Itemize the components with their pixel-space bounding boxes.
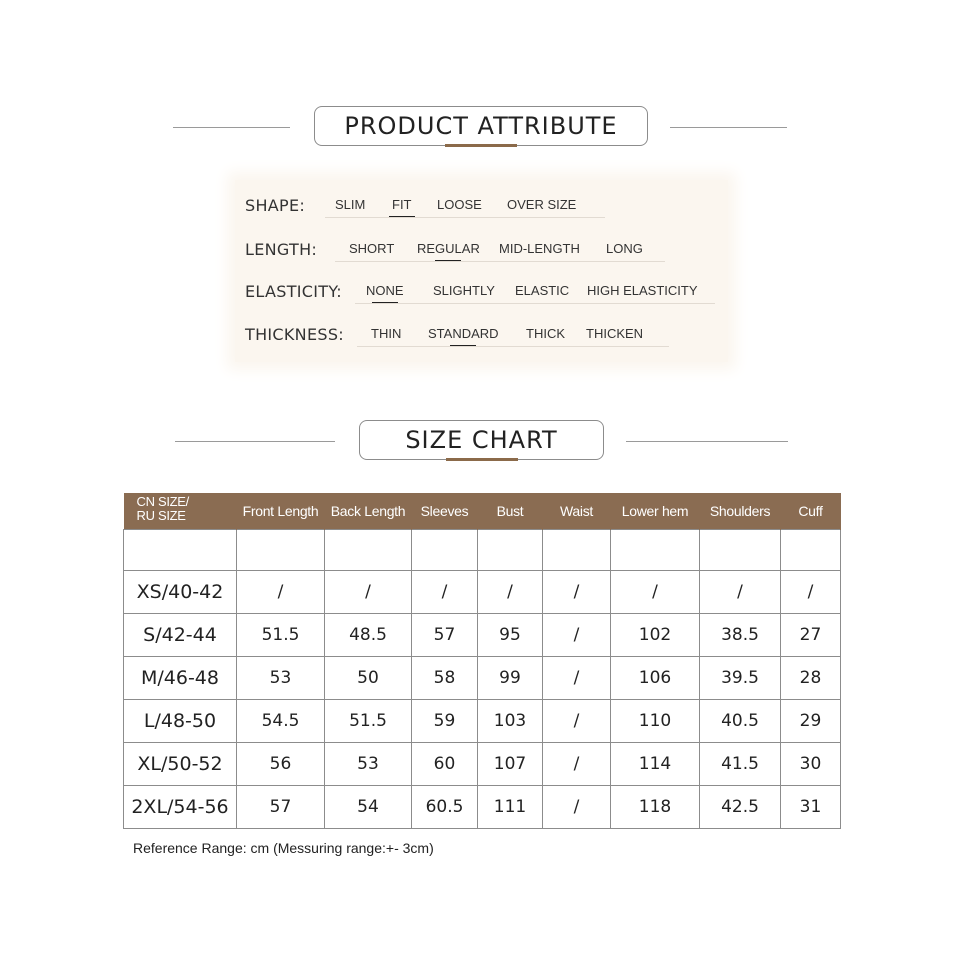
table-cell: 39.5 bbox=[700, 657, 781, 700]
table-cell: 40.5 bbox=[700, 700, 781, 743]
table-cell bbox=[325, 530, 412, 571]
attr-option-selected: REGULAR bbox=[417, 241, 480, 256]
attr-rule bbox=[325, 217, 605, 218]
table-cell: 53 bbox=[237, 657, 325, 700]
attr-row-length bbox=[245, 238, 715, 268]
table-cell: 50 bbox=[325, 657, 412, 700]
table-row bbox=[124, 786, 841, 829]
size-cell: M/46-48 bbox=[124, 657, 237, 700]
table-row bbox=[124, 571, 841, 614]
header-rule-left bbox=[173, 127, 290, 128]
table-cell: 57 bbox=[237, 786, 325, 829]
table-cell: 114 bbox=[611, 743, 700, 786]
table-cell bbox=[611, 530, 700, 571]
size-header-line1: CN SIZE/ bbox=[136, 494, 189, 509]
size-chart-table bbox=[123, 493, 841, 829]
attr-option: SLIGHTLY bbox=[433, 283, 495, 298]
column-header: Shoulders bbox=[700, 493, 781, 530]
table-cell: 51.5 bbox=[325, 700, 412, 743]
table-cell: 27 bbox=[781, 614, 841, 657]
table-row bbox=[124, 743, 841, 786]
attr-rule bbox=[357, 346, 669, 347]
size-cell: S/42-44 bbox=[124, 614, 237, 657]
attr-option: LONG bbox=[606, 241, 643, 256]
column-header: Waist bbox=[543, 493, 611, 530]
table-cell: 54.5 bbox=[237, 700, 325, 743]
table-cell: 60.5 bbox=[412, 786, 478, 829]
size-cell: XL/50-52 bbox=[124, 743, 237, 786]
table-cell bbox=[543, 530, 611, 571]
table-cell: 102 bbox=[611, 614, 700, 657]
attr-label: SHAPE: bbox=[245, 196, 306, 215]
attr-option-selected: FIT bbox=[392, 197, 412, 212]
table-cell: 95 bbox=[478, 614, 543, 657]
table-cell: / bbox=[412, 571, 478, 614]
table-cell: / bbox=[543, 657, 611, 700]
size-cell: XS/40-42 bbox=[124, 571, 237, 614]
table-cell: / bbox=[543, 786, 611, 829]
table-cell: / bbox=[478, 571, 543, 614]
table-cell: 48.5 bbox=[325, 614, 412, 657]
table-cell: / bbox=[700, 571, 781, 614]
size-chart-title: SIZE CHART bbox=[405, 426, 558, 454]
attr-option: THICKEN bbox=[586, 326, 644, 341]
attr-row-shape bbox=[245, 194, 715, 224]
table-cell: 106 bbox=[611, 657, 700, 700]
table-cell: 31 bbox=[781, 786, 841, 829]
table-cell: 41.5 bbox=[700, 743, 781, 786]
attr-option: OVER SIZE bbox=[507, 197, 577, 212]
table-cell: / bbox=[781, 571, 841, 614]
attr-option: THIN bbox=[371, 326, 402, 341]
table-cell: / bbox=[543, 743, 611, 786]
reference-note: Reference Range: cm (Messuring range:+- 3cm) bbox=[133, 840, 434, 856]
table-cell: 60 bbox=[412, 743, 478, 786]
attr-rule bbox=[355, 303, 715, 304]
table-row bbox=[124, 700, 841, 743]
table-header-row bbox=[124, 493, 841, 530]
column-header: Bust bbox=[478, 493, 543, 530]
table-cell: 110 bbox=[611, 700, 700, 743]
table-cell bbox=[478, 530, 543, 571]
column-header: Sleeves bbox=[412, 493, 478, 530]
table-cell: 58 bbox=[412, 657, 478, 700]
table-cell: / bbox=[543, 571, 611, 614]
attr-rule bbox=[335, 261, 665, 262]
attr-option: HIGH ELASTICITY bbox=[587, 283, 698, 298]
table-cell: 53 bbox=[325, 743, 412, 786]
table-cell: 99 bbox=[478, 657, 543, 700]
attr-option: SHORT bbox=[349, 241, 395, 256]
table-row bbox=[124, 614, 841, 657]
header-rule-right bbox=[670, 127, 787, 128]
table-cell: 38.5 bbox=[700, 614, 781, 657]
table-row bbox=[124, 657, 841, 700]
size-cell: 2XL/54-56 bbox=[124, 786, 237, 829]
table-cell: 51.5 bbox=[237, 614, 325, 657]
table-cell bbox=[124, 530, 237, 571]
table-cell: 54 bbox=[325, 786, 412, 829]
attr-row-thickness bbox=[245, 323, 715, 353]
attr-option: MID-LENGTH bbox=[499, 241, 580, 256]
attr-row-elasticity bbox=[245, 280, 725, 310]
table-cell: / bbox=[611, 571, 700, 614]
column-header: Back Length bbox=[325, 493, 412, 530]
table-cell: 28 bbox=[781, 657, 841, 700]
table-cell bbox=[237, 530, 325, 571]
header-rule-left bbox=[175, 441, 335, 442]
table-cell: 42.5 bbox=[700, 786, 781, 829]
attr-label: LENGTH: bbox=[245, 240, 318, 259]
size-header-line2: RU SIZE bbox=[136, 508, 186, 523]
attr-option-selected: NONE bbox=[366, 283, 404, 298]
product-attribute-header bbox=[0, 106, 960, 150]
table-cell: / bbox=[543, 614, 611, 657]
table-cell bbox=[781, 530, 841, 571]
table-cell: 59 bbox=[412, 700, 478, 743]
attribute-card bbox=[235, 180, 728, 362]
column-header: Front Length bbox=[237, 493, 325, 530]
table-row-blank bbox=[124, 530, 841, 571]
header-rule-right bbox=[626, 441, 788, 442]
product-attribute-title-box bbox=[314, 106, 648, 146]
table-cell: 107 bbox=[478, 743, 543, 786]
table-cell: / bbox=[237, 571, 325, 614]
product-attribute-title: PRODUCT ATTRIBUTE bbox=[344, 112, 618, 140]
table-cell: 56 bbox=[237, 743, 325, 786]
table-cell: 111 bbox=[478, 786, 543, 829]
attr-label: THICKNESS: bbox=[245, 325, 344, 344]
table-cell bbox=[412, 530, 478, 571]
table-cell: 57 bbox=[412, 614, 478, 657]
column-header: Lower hem bbox=[611, 493, 700, 530]
title-accent bbox=[445, 144, 517, 147]
table-cell: 29 bbox=[781, 700, 841, 743]
attr-option: THICK bbox=[526, 326, 565, 341]
attr-option: LOOSE bbox=[437, 197, 482, 212]
size-chart-title-box bbox=[359, 420, 604, 460]
size-cell: L/48-50 bbox=[124, 700, 237, 743]
attr-option-selected: STANDARD bbox=[428, 326, 499, 341]
table-cell bbox=[700, 530, 781, 571]
column-header: Cuff bbox=[781, 493, 841, 530]
table-cell: / bbox=[325, 571, 412, 614]
size-chart-header bbox=[0, 420, 960, 464]
attr-label: ELASTICITY: bbox=[245, 282, 342, 301]
attr-option: ELASTIC bbox=[515, 283, 570, 298]
attr-option: SLIM bbox=[335, 197, 366, 212]
size-column-header bbox=[124, 493, 237, 530]
title-accent bbox=[446, 458, 518, 461]
table-cell: 30 bbox=[781, 743, 841, 786]
table-cell: 103 bbox=[478, 700, 543, 743]
table-cell: / bbox=[543, 700, 611, 743]
table-cell: 118 bbox=[611, 786, 700, 829]
